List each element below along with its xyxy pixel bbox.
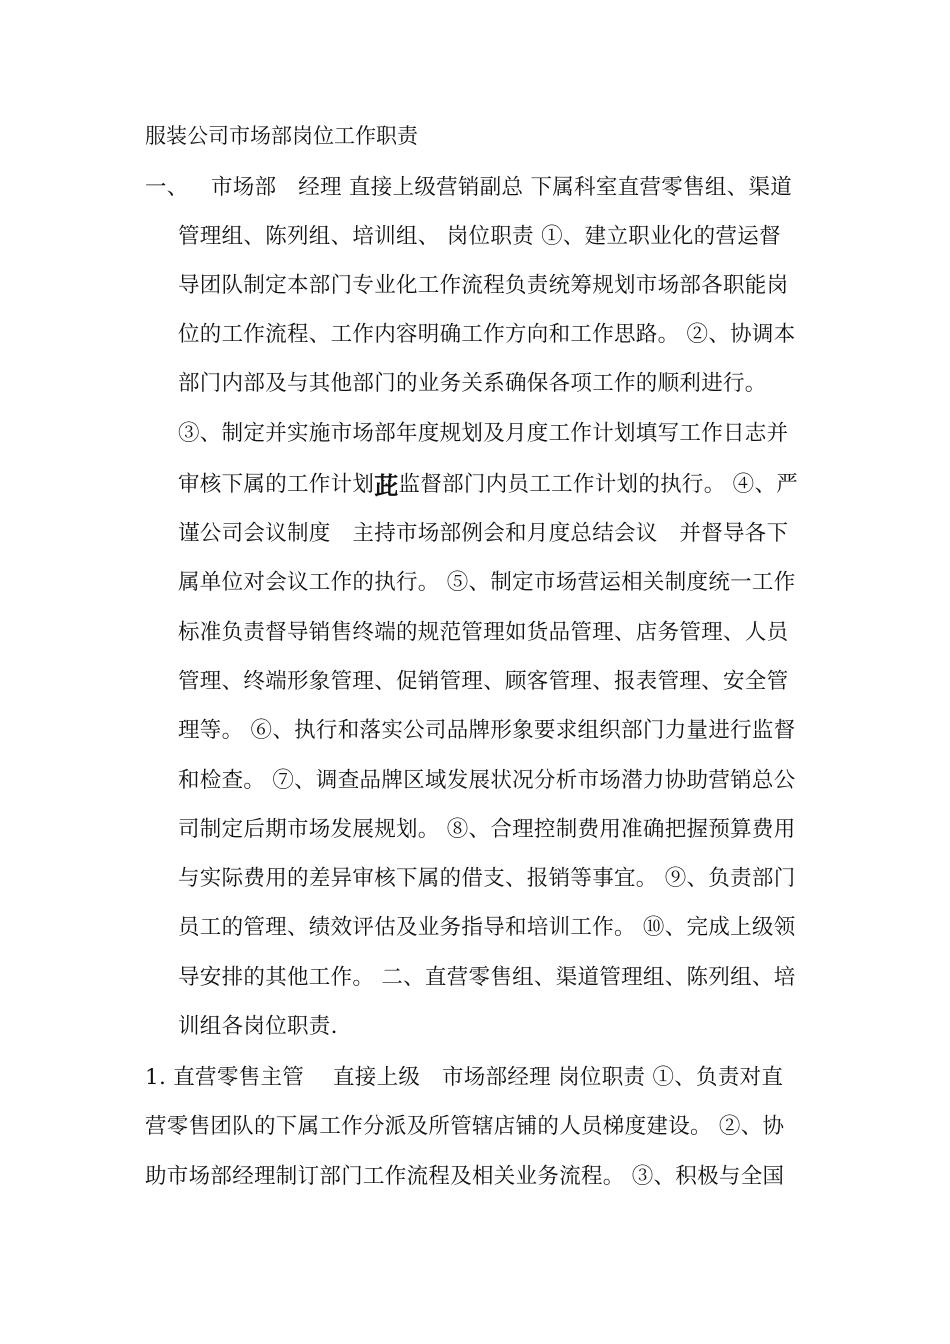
paragraph-line: 司制定后期市场发展规划。 ⑧、合理控制费用准确把握预算费用 bbox=[178, 817, 796, 842]
paragraph-line: 训组各岗位职责. bbox=[178, 1014, 338, 1039]
paragraph-line-with-mark bbox=[178, 467, 798, 501]
paragraph-line: 导安排的其他工作。 二、直营零售组、渠道管理组、陈列组、培 bbox=[178, 965, 796, 990]
section-1-text: 市场部 经理 直接上级营销副总 下属科室直营零售组、渠道 bbox=[211, 175, 793, 200]
paragraph-line: 营零售团队的下属工作分派及所管辖店铺的人员梯度建设。 ②、协 bbox=[145, 1114, 785, 1139]
document-title: 服装公司市场部岗位工作职责 bbox=[145, 124, 418, 148]
mark-line-after: 监督部门内员工工作计划的执行。 ④、严 bbox=[398, 472, 799, 497]
paragraph-line: 标准负责督导销售终端的规范管理如货品管理、店务管理、人员 bbox=[178, 620, 789, 645]
paragraph-line: 谨公司会议制度 主持市场部例会和月度总结会议 并督导各下 bbox=[178, 521, 789, 546]
section-1-first-line bbox=[145, 172, 810, 204]
mark-line-before: 审核下属的工作计划 bbox=[178, 472, 375, 497]
paragraph-line: 属单位对会议工作的执行。 ⑤、制定市场营运相关制度统一工作 bbox=[178, 570, 796, 595]
paragraph-line: 部门内部及与其他部门的业务关系确保各项工作的顺利进行。 bbox=[178, 371, 767, 396]
paragraph-line: 员工的管理、绩效评估及业务指导和培训工作。 ⑩、完成上级领 bbox=[178, 915, 796, 940]
inline-mark-char: 茈 bbox=[374, 471, 399, 500]
paragraph-line: 管理、终端形象管理、促销管理、顾客管理、报表管理、安全管 bbox=[178, 669, 789, 694]
paragraph-line: 导团队制定本部门专业化工作流程负责统筹规划市场部各职能岗 bbox=[178, 273, 789, 298]
paragraph-line: 位的工作流程、工作内容明确工作方向和工作思路。 ②、协调本 bbox=[178, 322, 796, 347]
paragraph-line: 管理组、陈列组、培训组、 岗位职责 ①、建立职业化的营运督 bbox=[178, 224, 781, 249]
paragraph-line: 与实际费用的差异审核下属的借支、报销等事宜。 ⑨、负责部门 bbox=[178, 866, 796, 891]
paragraph-line: 助市场部经理制订部门工作流程及相关业务流程。 ③、积极与全国 bbox=[145, 1164, 785, 1189]
section-1-number: 一、 bbox=[145, 175, 189, 200]
paragraph-line: 理等。 ⑥、执行和落实公司品牌形象要求组织部门力量进行监督 bbox=[178, 718, 796, 743]
paragraph-line: ③、制定并实施市场部年度规划及月度工作计划填写工作日志并 bbox=[178, 421, 789, 446]
paragraph-line: 和检查。 ⑦、调查品牌区域发展状况分析市场潜力协助营销总公 bbox=[178, 768, 796, 793]
paragraph-line: 1. 直营零售主管 直接上级 市场部经理 岗位职责 ①、负责对直 bbox=[145, 1065, 784, 1090]
